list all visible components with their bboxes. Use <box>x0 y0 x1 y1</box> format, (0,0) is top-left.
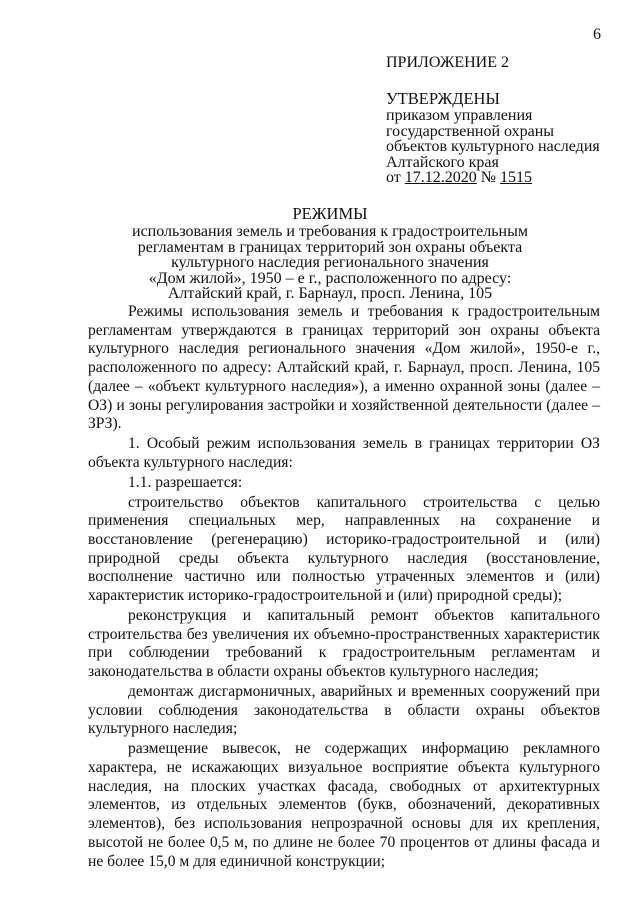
approval-line: Алтайского края <box>386 153 499 171</box>
document-title-line: использования земель и требования к градостроительным <box>132 223 528 240</box>
document-title-line: «Дом жилой», 1950 – е г., расположенного по адресу: <box>148 269 512 287</box>
body-paragraph: 1.1. разрешается: <box>128 473 243 491</box>
approval-block <box>386 90 600 186</box>
document-title-line: регламентам в границах территорий зон охраны объекта <box>137 238 523 256</box>
body-paragraph: размещение вывесок, не содержащих информацию рекламного характера, не искажающих визуальное восприятие объекта культурного наследия, на плоских участках фасада, свободных от архитектурных элементов, из отдельных элементов (букв, обозначений, декоративных элементов), без использования непрозрачной основы для их крепления, высотой не более 0,5 м, по длине не более 70 процентов от длины фасада и не более 15,0 м для единичной конструкции; <box>88 740 600 870</box>
page-number: 6 <box>593 26 601 43</box>
body-paragraph: Режимы использования земель и требования к градостроительным регламентам утверждаются в границах территорий зон охраны объекта культурного наследия регионального значения «Дом жилой», 1950-е г., расположенного по адресу: Алтайский край, г. Барнаул, просп. Ленина, 105 (далее – «объект культурного наследия»), а именно охранной зоны (далее – ОЗ) и зоны регулирования застройки и хозяйственной деятельности (далее – ЗРЗ). <box>88 303 600 433</box>
order-number-sign: № <box>476 169 501 186</box>
order-number: 1515 <box>500 169 533 186</box>
order-date: 17.12.2020 <box>404 169 477 186</box>
appendix-label: ПРИЛОЖЕНИЕ 2 <box>386 54 510 71</box>
document-title-line: Алтайский край, г. Барнаул, просп. Ленина, 105 <box>167 285 493 302</box>
approval-line: приказом управления <box>386 107 533 124</box>
body-paragraph: 1. Особый режим использования земель в границах территории ОЗ объекта культурного наследия: <box>88 435 600 471</box>
body-paragraph: реконструкция и капитальный ремонт объектов капитального строительства без увеличения их объемно-пространственных характеристик при соблюдении требований к градостроительным регламентам и законодательства в области охраны объектов культурного наследия; <box>88 607 600 681</box>
document-title <box>110 204 550 302</box>
body-paragraph: демонтаж дисгармоничных, аварийных и временных сооружений при условии соблюдения законодательства в области охраны объектов культурного наследия; <box>88 683 600 738</box>
document-body <box>88 303 600 872</box>
document-title-line: культурного наследия регионального значения <box>171 254 489 271</box>
approval-order <box>386 170 600 186</box>
approval-title: УТВЕРЖДЕНЫ <box>386 89 500 108</box>
document-title-head: РЕЖИМЫ <box>292 204 368 223</box>
order-prefix: от <box>386 169 405 186</box>
approval-line: государственной охраны <box>386 122 555 140</box>
body-paragraph: строительство объектов капитального строительства с целью применения специальных мер, направленных на сохранение и восстановление (регенерацию) историко-градостроительной и (или) природной среды объекта культурного наследия (восстановление, восполнение частично или полностью утраченных элементов и (или) характеристик историко-градостроительной и (или) природной среды); <box>88 493 600 605</box>
approval-line: объектов культурного наследия <box>386 138 600 155</box>
